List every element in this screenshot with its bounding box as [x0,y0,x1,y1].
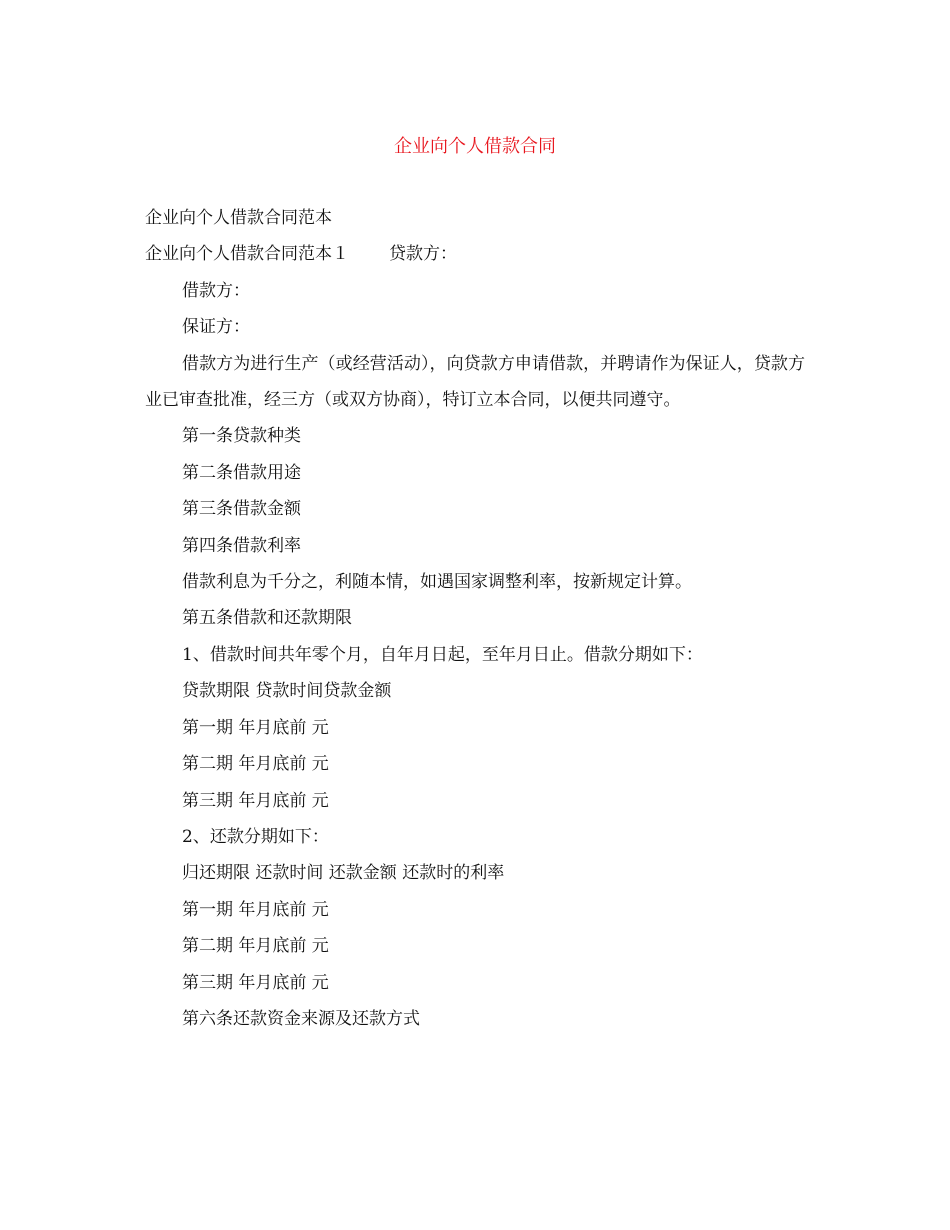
loan-schedule-header: 贷款期限 贷款时间贷款金额 [182,681,392,702]
repayment-clause: 2、还款分期如下： [182,826,329,847]
repayment-schedule-row: 第一期 年月底前 元 [182,899,329,920]
article-3-heading: 第三条借款金额 [182,499,301,520]
article-4-heading: 第四条借款利率 [182,535,301,556]
preamble-paragraph: 借款方为进行生产（或经营活动），向贷款方申请借款，并聘请作为保证人，贷款方业已审查批准，经三方（或双方协商），特订立本合同，以便共同遵守。 [145,353,805,411]
document-title: 企业向个人借款合同 [394,136,556,157]
guarantor-label: 保证方： [182,317,250,338]
article-1-heading: 第一条贷款种类 [182,426,301,447]
template-heading-line [145,236,805,272]
template-heading: 企业向个人借款合同范本１ [145,244,349,265]
interest-clause: 借款利息为千分之，利随本情，如遇国家调整利率，按新规定计算。 [182,572,692,593]
lender-label: 贷款方： [389,244,457,265]
loan-term-clause: 1、借款时间共年零个月，自年月日起，至年月日止。借款分期如下： [182,644,703,665]
article-6-heading: 第六条还款资金来源及还款方式 [182,1008,420,1029]
subtitle-line: 企业向个人借款合同范本 [145,208,332,228]
article-5-heading: 第五条借款和还款期限 [182,608,352,629]
loan-schedule-row: 第二期 年月底前 元 [182,754,329,775]
repayment-schedule-row: 第二期 年月底前 元 [182,936,329,957]
repayment-schedule-row: 第三期 年月底前 元 [182,972,329,993]
loan-schedule-row: 第三期 年月底前 元 [182,790,329,811]
repayment-schedule-header: 归还期限 还款时间 还款金额 还款时的利率 [182,863,505,884]
borrower-label: 借款方： [182,280,250,301]
loan-schedule-row: 第一期 年月底前 元 [182,717,329,738]
document-body [145,200,805,1037]
article-2-heading: 第二条借款用途 [182,462,301,483]
